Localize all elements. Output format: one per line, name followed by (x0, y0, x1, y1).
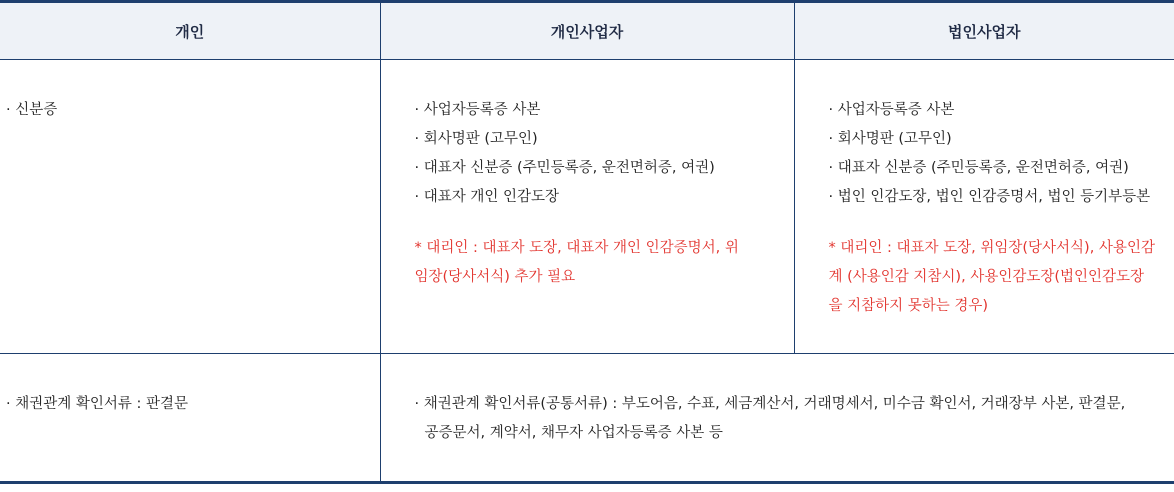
proxy-note-line: 임장(당사서식) 추가 필요 (414, 269, 576, 285)
header-corporation: 법인사업자 (794, 2, 1174, 60)
list-item: · 법인 인감도장, 법인 인감증명서, 법인 등기부등본 (828, 189, 1151, 205)
list-item: · 대표자 신분증 (주민등록증, 운전면허증, 여권) (828, 160, 1129, 176)
sole-proprietor-identity-cell (380, 60, 794, 354)
list-item: · 신분증 (6, 102, 58, 118)
list-item: · 회사명판 (고무인) (414, 131, 538, 147)
list-item: · 대표자 신분증 (주민등록증, 운전면허증, 여권) (414, 160, 715, 176)
proxy-note (415, 234, 794, 292)
header-row (0, 2, 1174, 60)
business-claim-cell (380, 354, 1174, 483)
proxy-note-line: 계 (사용인감 지참시), 사용인감도장(법인인감도장 (828, 269, 1145, 285)
proxy-note-line: * 대리인 : 대표자 도장, 대표자 개인 인감증명서, 위 (414, 240, 739, 256)
header-sole-proprietor: 개인사업자 (380, 2, 794, 60)
list-item: · 사업자등록증 사본 (828, 102, 955, 118)
individual-claim-cell (0, 354, 380, 483)
corporation-identity-cell (794, 60, 1174, 354)
list-item: · 사업자등록증 사본 (414, 102, 541, 118)
list-item-continued: 공증문서, 계약서, 채무자 사업자등록증 사본 등 (424, 425, 723, 441)
header-individual: 개인 (0, 2, 380, 60)
proxy-note-line: 을 지참하지 못하는 경우) (828, 298, 989, 314)
list-item: · 채권관계 확인서류(공통서류) : 부도어음, 수표, 세금계산서, 거래명세서, 미수금 확인서, 거래장부 사본, 판결문, (414, 396, 1126, 412)
claim-documents-row (0, 354, 1174, 483)
proxy-note-line: * 대리인 : 대표자 도장, 위임장(당사서식), 사용인감 (828, 240, 1155, 256)
list-item: · 회사명판 (고무인) (828, 131, 952, 147)
individual-identity-cell (0, 60, 380, 354)
list-item: · 채권관계 확인서류 : 판결문 (6, 396, 189, 412)
list-item: · 대표자 개인 인감도장 (414, 189, 559, 205)
proxy-note (829, 234, 1174, 321)
identity-documents-row (0, 60, 1174, 354)
